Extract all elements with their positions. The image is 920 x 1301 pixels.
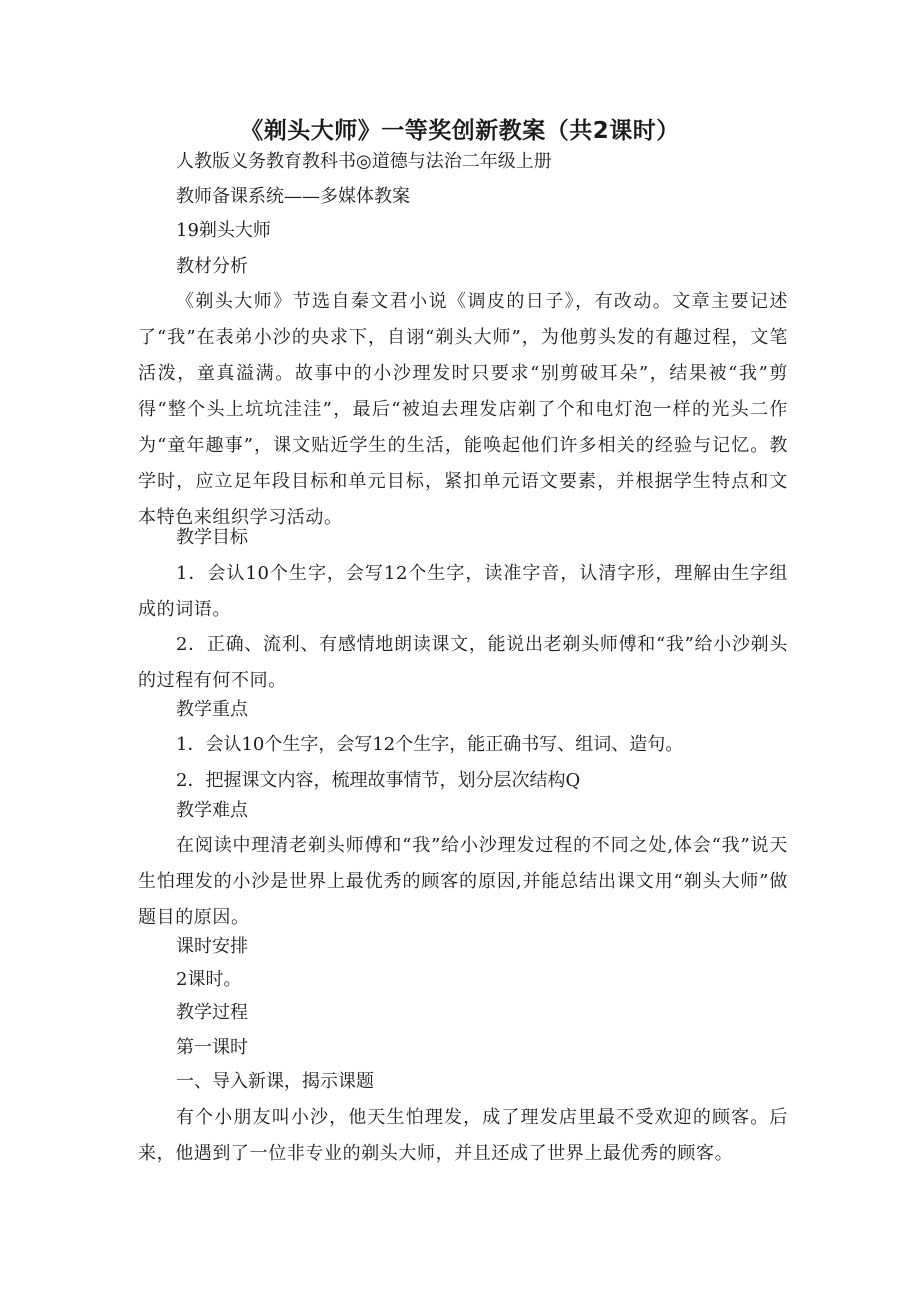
section-heading-schedule: 课时安排 bbox=[176, 936, 248, 957]
section-heading-process: 教学过程 bbox=[176, 1002, 248, 1023]
section-heading-goals: 教学目标 bbox=[176, 527, 248, 548]
section-heading-difficult: 教学难点 bbox=[176, 800, 248, 821]
document-title: 《剃头大师》一等奖创新教案（共2课时） bbox=[240, 118, 680, 144]
schedule-text: 2课时。 bbox=[176, 969, 242, 990]
step-heading-1: 一、导入新课，揭示课题 bbox=[176, 1071, 374, 1092]
key-item-1: 1．会认10个生字，会写12个生字，能正确书写、组词、造句。 bbox=[176, 734, 684, 755]
section-heading-analysis: 教材分析 bbox=[176, 256, 248, 277]
first-lesson-heading: 第一课时 bbox=[176, 1037, 248, 1058]
goal-item-2: 2．正确、流利、有感情地朗读课文，能说出老剃头师傅和“我”给小沙剃头的过程有何不同。 bbox=[138, 634, 788, 691]
subtitle-textbook: 人教版义务教育教科书◎道德与法治二年级上册 bbox=[176, 151, 552, 172]
section-heading-key: 教学重点 bbox=[176, 699, 248, 720]
subtitle-system: 教师备课系统——多媒体教案 bbox=[176, 186, 410, 207]
goal-item-1: 1．会认10个生字，会写12个生字，读准字音，认清字形，理解由生字组成的词语。 bbox=[138, 563, 788, 620]
key-item-2: 2．把握课文内容，梳理故事情节，划分层次结构Q bbox=[176, 770, 581, 791]
intro-paragraph: 有个小朋友叫小沙，他天生怕理发，成了理发店里最不受欢迎的顾客。后来，他遇到了一位非专业的剃头大师，并且还成了世界上最优秀的顾客。 bbox=[138, 1107, 788, 1164]
difficult-paragraph: 在阅读中理清老剃头师傅和“我”给小沙理发过程的不同之处,体会“我”说天生怕理发的小沙是世界上最优秀的顾客的原因,并能总结出课文用“剃头大师”做题目的原因。 bbox=[138, 835, 788, 928]
analysis-paragraph: 《剃头大师》节选自秦文君小说《调皮的日子》，有改动。文章主要记述了“我”在表弟小沙的央求下，自诩“剃头大师”，为他剪头发的有趣过程，文笔活泼，童真溢满。故事中的小沙理发时只要求“别剪破耳朵”，结果被“我”剪得“整个头上坑坑洼洼”，最后“被迫去理发店剃了个和电灯泡一样的光头二作为“童年趣事”，课文贴近学生的生活，能唤起他们许多相关的经验与记忆。教学时，应立足年段目标和单元目标，紧扣单元语文要素，并根据学生特点和文本特色来组织学习活动。 bbox=[138, 291, 788, 528]
lesson-heading: 19剃头大师 bbox=[176, 220, 271, 241]
